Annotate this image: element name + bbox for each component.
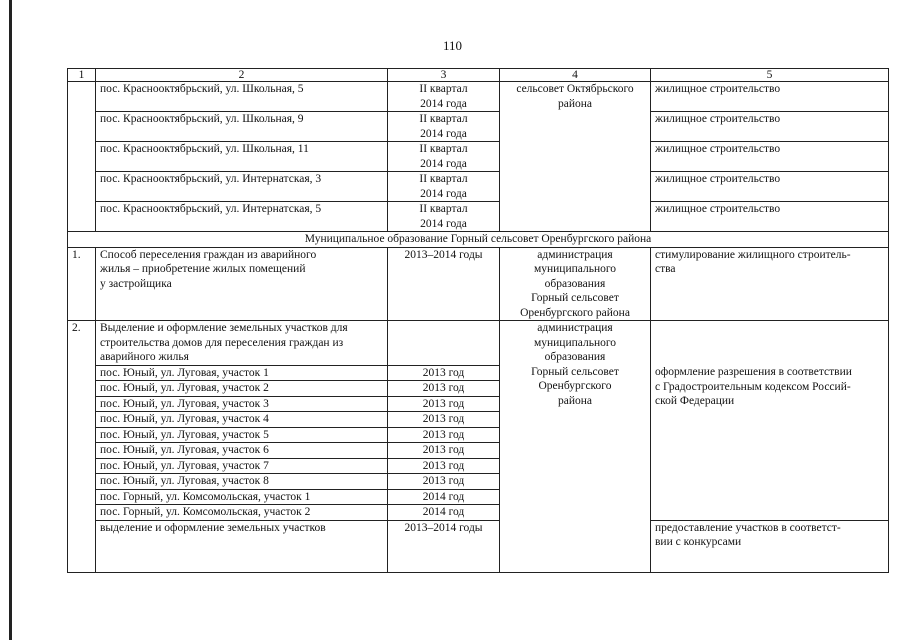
purpose-line: предоставление участков в соответст- bbox=[655, 521, 841, 534]
header-col-1: 1 bbox=[68, 69, 96, 82]
header-col-2: 2 bbox=[96, 69, 388, 82]
executor-line: района bbox=[557, 97, 593, 110]
empty-term-cell bbox=[388, 321, 500, 366]
empty-purpose-cell bbox=[651, 321, 889, 366]
final-row-text: выделение и оформление земельных участков bbox=[96, 520, 388, 572]
item-number: 1. bbox=[68, 247, 96, 321]
header-col-4: 4 bbox=[500, 69, 651, 82]
plot-place: пос. Юный, ул. Луговая, участок 2 bbox=[96, 381, 388, 397]
term-line: 2014 года bbox=[420, 187, 467, 200]
table-row bbox=[68, 247, 889, 321]
executor-cell bbox=[500, 247, 651, 321]
purpose-cell: жилищное строительство bbox=[651, 172, 889, 202]
plot-term: 2013 год bbox=[388, 458, 500, 474]
term-line: II квартал bbox=[419, 173, 468, 185]
plot-place: пос. Юный, ул. Луговая, участок 5 bbox=[96, 427, 388, 443]
document-table bbox=[67, 68, 889, 573]
item-text-line: строительства домов для переселения граждан из bbox=[100, 336, 344, 349]
section-title-row bbox=[68, 232, 889, 248]
executor-line: администрация bbox=[537, 322, 613, 334]
plot-row bbox=[68, 365, 889, 381]
plot-place: пос. Горный, ул. Комсомольская, участок 2 bbox=[96, 505, 388, 521]
term-cell bbox=[388, 82, 500, 112]
plot-term: 2013 год bbox=[388, 365, 500, 381]
place-cell: пос. Краснооктябрьский, ул. Интернатская, 5 bbox=[96, 202, 388, 232]
item-text-line: жилья – приобретение жилых помещений bbox=[100, 263, 306, 275]
term-cell: 2013–2014 годы bbox=[388, 247, 500, 321]
section-title: Муниципальное образование Горный сельсовет Оренбургского района bbox=[68, 232, 889, 248]
purpose-cell bbox=[651, 247, 889, 321]
header-col-5: 5 bbox=[651, 69, 889, 82]
table-row bbox=[68, 202, 889, 232]
plot-place: пос. Юный, ул. Луговая, участок 4 bbox=[96, 412, 388, 428]
term-line: II квартал bbox=[419, 143, 468, 155]
term-line: 2014 года bbox=[420, 97, 467, 110]
plot-term: 2013 год bbox=[388, 412, 500, 428]
plot-place: пос. Юный, ул. Луговая, участок 1 bbox=[96, 365, 388, 381]
final-row-purpose bbox=[651, 520, 889, 572]
purpose-cell: жилищное строительство bbox=[651, 82, 889, 112]
purpose-line: оформление разрешения в соответствии bbox=[655, 366, 852, 378]
term-cell bbox=[388, 142, 500, 172]
executor-line: Горный сельсовет bbox=[531, 365, 619, 378]
term-cell bbox=[388, 112, 500, 142]
term-line: II квартал bbox=[419, 113, 468, 125]
purpose-line: ства bbox=[655, 263, 676, 275]
term-line: 2014 года bbox=[420, 217, 467, 230]
page-number: 110 bbox=[442, 38, 463, 53]
item-text-line: аварийного жилья bbox=[100, 351, 189, 363]
executor-cell bbox=[500, 82, 651, 232]
term-line: 2014 года bbox=[420, 157, 467, 170]
plot-term: 2013 год bbox=[388, 427, 500, 443]
plot-place: пос. Горный, ул. Комсомольская, участок 1 bbox=[96, 489, 388, 505]
term-line: II квартал bbox=[419, 203, 468, 215]
item-text-line: у застройщика bbox=[100, 277, 172, 290]
executor-line: образования bbox=[544, 351, 606, 363]
plot-place: пос. Юный, ул. Луговая, участок 3 bbox=[96, 396, 388, 412]
place-cell: пос. Краснооктябрьский, ул. Школьная, 9 bbox=[96, 112, 388, 142]
place-cell: пос. Краснооктябрьский, ул. Интернатская, 3 bbox=[96, 172, 388, 202]
item-text bbox=[96, 321, 388, 366]
executor-line: Горный сельсовет bbox=[531, 292, 619, 304]
purpose-cell bbox=[651, 365, 889, 520]
plot-term: 2013 год bbox=[388, 474, 500, 490]
purpose-line: ской Федерации bbox=[655, 395, 735, 407]
place-cell: пос. Краснооктябрьский, ул. Школьная, 11 bbox=[96, 142, 388, 172]
plot-term: 2013 год bbox=[388, 396, 500, 412]
table-row bbox=[68, 112, 889, 142]
empty-number-cell bbox=[68, 82, 96, 232]
executor-line: муниципального bbox=[533, 336, 617, 349]
table-row bbox=[68, 142, 889, 172]
plot-place: пос. Юный, ул. Луговая, участок 8 bbox=[96, 474, 388, 490]
header-col-3: 3 bbox=[388, 69, 500, 82]
purpose-line: вии с конкурсами bbox=[655, 536, 742, 548]
executor-line: района bbox=[557, 394, 593, 407]
term-line: 2014 года bbox=[420, 127, 467, 140]
executor-line: образования bbox=[544, 277, 606, 290]
table-row bbox=[68, 520, 889, 572]
term-line: II квартал bbox=[419, 83, 468, 95]
executor-line: сельсовет Октябрьского bbox=[516, 83, 634, 95]
item-text-line: Способ переселения граждан из аварийного bbox=[100, 248, 317, 261]
term-cell bbox=[388, 202, 500, 232]
plot-term: 2014 год bbox=[388, 489, 500, 505]
item-text bbox=[96, 247, 388, 321]
plot-place: пос. Юный, ул. Луговая, участок 6 bbox=[96, 443, 388, 459]
executor-line: администрация bbox=[537, 248, 613, 261]
plot-term: 2013 год bbox=[388, 443, 500, 459]
plot-term: 2014 год bbox=[388, 505, 500, 521]
binding-margin-line bbox=[9, 0, 12, 640]
purpose-cell: жилищное строительство bbox=[651, 202, 889, 232]
table-row bbox=[68, 172, 889, 202]
purpose-cell: жилищное строительство bbox=[651, 142, 889, 172]
executor-line: муниципального bbox=[533, 263, 617, 275]
item-text-line: Выделение и оформление земельных участков для bbox=[100, 322, 348, 334]
executor-cell bbox=[500, 321, 651, 573]
item-number: 2. bbox=[68, 321, 96, 573]
purpose-line: с Градостроительным кодексом Россий- bbox=[655, 380, 851, 393]
plot-term: 2013 год bbox=[388, 381, 500, 397]
table-row bbox=[68, 321, 889, 366]
term-cell bbox=[388, 172, 500, 202]
executor-line: Оренбургского bbox=[538, 380, 612, 392]
plot-place: пос. Юный, ул. Луговая, участок 7 bbox=[96, 458, 388, 474]
purpose-line: стимулирование жилищного строитель- bbox=[655, 248, 851, 261]
purpose-cell: жилищное строительство bbox=[651, 112, 889, 142]
table-row bbox=[68, 82, 889, 112]
header-row bbox=[68, 69, 889, 82]
executor-line: Оренбургского района bbox=[520, 306, 630, 319]
place-cell: пос. Краснооктябрьский, ул. Школьная, 5 bbox=[96, 82, 388, 112]
final-row-term: 2013–2014 годы bbox=[388, 520, 500, 572]
